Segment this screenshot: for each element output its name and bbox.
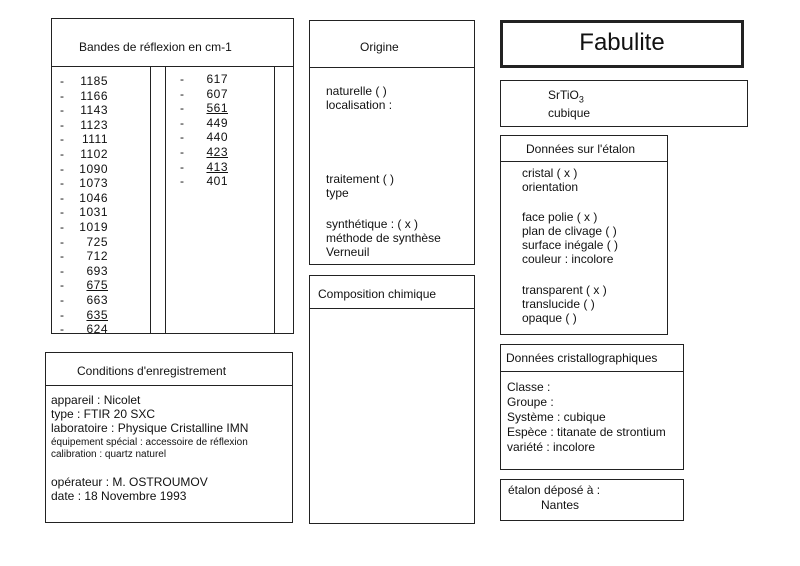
origin-header-divider xyxy=(309,67,475,68)
band-dash: - xyxy=(60,146,64,161)
band-dash: - xyxy=(60,176,64,191)
band-value: 617 xyxy=(206,72,228,86)
etalon-header-divider xyxy=(500,161,668,162)
band-row xyxy=(180,130,228,145)
cristallo-groupe: Groupe : xyxy=(507,395,554,409)
band-row xyxy=(60,322,108,337)
band-value: 663 xyxy=(86,292,108,307)
cristallo-block xyxy=(507,380,666,455)
band-dash: - xyxy=(60,88,64,103)
etalon-surface-block xyxy=(522,210,618,266)
band-row xyxy=(60,264,108,279)
band-row xyxy=(60,147,108,162)
conditions-laboratoire: laboratoire : Physique Cristalline IMN xyxy=(51,421,249,435)
band-dash: - xyxy=(60,103,64,118)
etalon-transparent: transparent ( x ) xyxy=(522,283,607,297)
band-row xyxy=(180,72,228,87)
composition-panel xyxy=(309,275,475,524)
conditions-date: date : 18 Novembre 1993 xyxy=(51,489,187,503)
band-dash: - xyxy=(180,115,184,130)
band-value: 693 xyxy=(86,263,108,278)
etalon-cristal: cristal ( x ) xyxy=(522,166,578,180)
band-dash: - xyxy=(60,263,64,278)
bands-column-divider xyxy=(274,66,275,334)
origin-naturelle: naturelle ( ) xyxy=(326,84,387,98)
conditions-header-divider xyxy=(45,385,293,386)
origin-synthetic-block xyxy=(326,217,441,259)
band-value: 401 xyxy=(206,174,228,189)
origin-verneuil: Verneuil xyxy=(326,245,370,259)
band-dash: - xyxy=(60,307,64,322)
cristallo-systeme: Système : cubique xyxy=(507,410,606,424)
band-dash: - xyxy=(180,174,184,189)
band-value: 1102 xyxy=(80,146,108,161)
band-row xyxy=(180,101,228,116)
band-row xyxy=(60,118,108,133)
mineral-system: cubique xyxy=(548,106,591,121)
band-row xyxy=(60,162,108,177)
band-dash: - xyxy=(180,159,184,174)
origin-synthetique: synthétique : ( x ) xyxy=(326,217,419,231)
band-dash: - xyxy=(60,322,64,337)
cristallo-espece: Espèce : titanate de strontium xyxy=(507,425,666,439)
band-value: 1073 xyxy=(79,176,108,191)
band-value: 712 xyxy=(86,249,108,264)
band-value: 1046 xyxy=(79,190,108,205)
band-value: 635 xyxy=(86,307,108,322)
etalon-translucide: translucide ( ) xyxy=(522,297,595,311)
band-dash: - xyxy=(60,132,64,147)
origin-title: Origine xyxy=(360,40,399,54)
band-value: 1185 xyxy=(80,74,108,88)
etalon-couleur: couleur : incolore xyxy=(522,252,614,266)
origin-type: type xyxy=(326,186,349,200)
band-value: 1019 xyxy=(79,219,108,234)
origin-methode: méthode de synthèse xyxy=(326,231,441,245)
bands-column-2 xyxy=(180,72,228,189)
conditions-operator-block xyxy=(51,475,208,503)
etalon-crystal-block xyxy=(522,166,578,194)
band-dash: - xyxy=(60,74,64,88)
origin-localisation: localisation : xyxy=(326,98,393,112)
band-row xyxy=(60,89,108,104)
band-row xyxy=(60,74,108,89)
band-value: 1111 xyxy=(81,132,108,147)
band-dash: - xyxy=(60,278,64,293)
formula-panel xyxy=(500,80,748,127)
cristallo-variete: variété : incolore xyxy=(507,440,596,454)
formula-subscript: 3 xyxy=(578,94,584,105)
band-dash: - xyxy=(60,219,64,234)
band-value: 1090 xyxy=(79,161,108,176)
band-row xyxy=(60,308,108,323)
formula-block xyxy=(548,88,590,120)
conditions-operateur: opérateur : M. OSTROUMOV xyxy=(51,475,208,489)
band-value: 413 xyxy=(206,159,228,174)
band-row xyxy=(60,132,108,147)
mineral-name: Fabulite xyxy=(579,29,665,56)
origin-natural-block xyxy=(326,84,392,112)
band-row xyxy=(180,116,228,131)
band-row xyxy=(60,191,108,206)
cristallo-header-divider xyxy=(500,371,684,372)
etalon-surface: surface inégale ( ) xyxy=(522,238,619,252)
band-dash: - xyxy=(60,249,64,264)
band-value: 725 xyxy=(86,234,108,249)
conditions-equipement: équipement spécial : accessoire de réflexion xyxy=(51,437,248,448)
formula-main: SrTiO xyxy=(548,88,579,102)
band-value: 1123 xyxy=(80,117,108,132)
etalon-plan: plan de clivage ( ) xyxy=(522,224,617,238)
band-dash: - xyxy=(60,234,64,249)
origin-treatment-block xyxy=(326,172,394,200)
band-row xyxy=(60,176,108,191)
band-value: 440 xyxy=(206,130,228,145)
etalon-face: face polie ( x ) xyxy=(522,210,598,224)
band-value: 1166 xyxy=(80,88,108,103)
conditions-small-block xyxy=(51,437,248,461)
band-value: 423 xyxy=(206,144,228,159)
band-row xyxy=(60,249,108,264)
band-dash: - xyxy=(60,190,64,205)
band-value: 1143 xyxy=(80,103,108,118)
cristallo-classe: Classe : xyxy=(507,380,551,394)
depot-place: Nantes xyxy=(541,498,580,512)
etalon-orientation: orientation xyxy=(522,180,579,194)
band-row xyxy=(60,103,108,118)
band-value: 624 xyxy=(86,322,108,337)
band-dash: - xyxy=(180,72,184,86)
band-dash: - xyxy=(180,144,184,159)
band-row xyxy=(180,87,228,102)
conditions-appareil: appareil : Nicolet xyxy=(51,393,141,407)
bands-column-divider xyxy=(165,66,166,334)
bands-column-1 xyxy=(60,74,108,337)
band-dash: - xyxy=(60,292,64,307)
composition-title: Composition chimique xyxy=(318,287,437,301)
bands-column-divider xyxy=(150,66,151,334)
band-row xyxy=(180,160,228,175)
band-dash: - xyxy=(180,86,184,101)
conditions-main-block xyxy=(51,393,248,435)
composition-header-divider xyxy=(309,308,475,309)
etalon-title: Données sur l'étalon xyxy=(526,142,636,156)
bands-header-divider xyxy=(51,66,294,67)
bands-title: Bandes de réflexion en cm-1 xyxy=(79,40,232,54)
conditions-calibration: calibration : quartz naturel xyxy=(51,449,167,460)
mineral-formula xyxy=(548,88,590,106)
band-dash: - xyxy=(180,130,184,145)
conditions-title: Conditions d'enregistrement xyxy=(77,364,227,378)
depot-label: étalon déposé à : xyxy=(508,483,601,497)
band-dash: - xyxy=(60,161,64,176)
band-row xyxy=(60,278,108,293)
band-dash: - xyxy=(60,205,64,220)
conditions-type: type : FTIR 20 SXC xyxy=(51,407,156,421)
band-value: 675 xyxy=(86,278,108,293)
band-value: 561 xyxy=(206,101,228,116)
band-row xyxy=(60,293,108,308)
band-row xyxy=(180,145,228,160)
etalon-opaque: opaque ( ) xyxy=(522,311,577,325)
band-row xyxy=(60,220,108,235)
band-value: 449 xyxy=(206,115,228,130)
band-dash: - xyxy=(180,101,184,116)
band-row xyxy=(180,174,228,189)
origin-traitement: traitement ( ) xyxy=(326,172,395,186)
band-row xyxy=(60,235,108,250)
band-dash: - xyxy=(60,117,64,132)
band-row xyxy=(60,205,108,220)
band-value: 607 xyxy=(206,86,228,101)
cristallo-title: Données cristallographiques xyxy=(506,351,658,365)
band-value: 1031 xyxy=(79,205,108,220)
etalon-transparency-block xyxy=(522,283,607,325)
